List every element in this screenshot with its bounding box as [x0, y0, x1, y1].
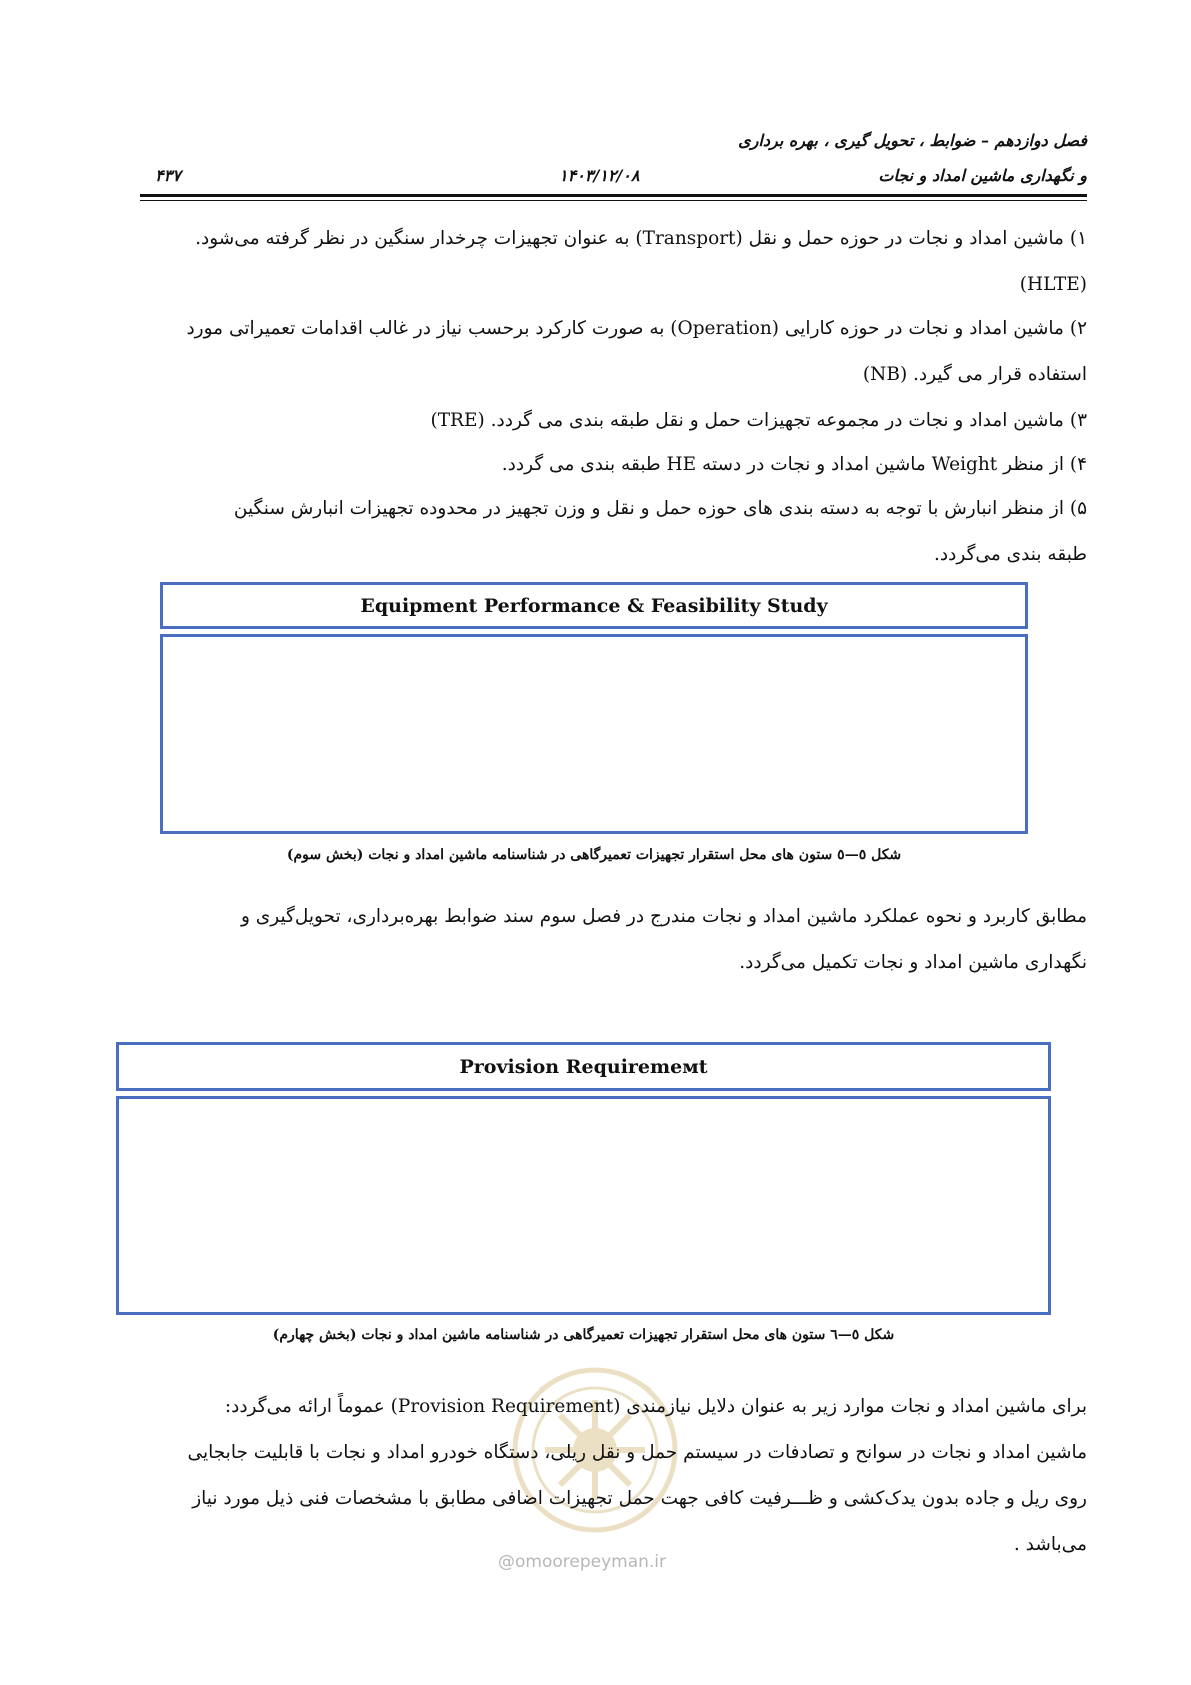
figure-1-caption: شکل ٥—٥ ستون های محل استقرار تجهیزات تعمیرگاهی در شناسنامه ماشین امداد و نجات (بخش سوم)	[286, 847, 902, 863]
figure-1-title: Equipment Performance & Feasibility Study	[360, 594, 828, 617]
watermark-url: @omoorepeyman.ir	[498, 1552, 667, 1572]
figure-2-caption: شکل ٥—٦ ستون های محل استقرار تجهیزات تعمیرگاهی در شناسنامه ماشین امداد و نجات (بخش چهارم)	[272, 1327, 895, 1343]
paragraph-line: ماشین امداد و نجات در سوانح و تصادفات در سیستم حمل و نقل ریلی، دستگاه خودرو امداد و نجات با قابلیت جابجایی	[187, 1442, 1087, 1463]
figure-2-body-box	[116, 1096, 1051, 1315]
figure-2-title-box	[116, 1042, 1051, 1091]
figure-1-title-box	[160, 582, 1028, 629]
paragraph-1	[137, 216, 1087, 308]
paragraph-line: می‌باشد .	[1013, 1534, 1087, 1555]
paragraph-5	[157, 486, 1087, 578]
paragraph-line: طبقه بندی می‌گردد.	[934, 544, 1087, 565]
paragraph-line: استفاده قرار می گیرد. (NB)	[862, 364, 1087, 385]
paragraph-line: (HLTE)	[1019, 274, 1087, 295]
paragraph-line: نگهداری ماشین امداد و نجات تکمیل می‌گردد.	[739, 952, 1087, 973]
paragraph-line: روی ریل و جاده بدون یدک‌کشی و ظـــرفیت کافی جهت حمل تجهیزات اضافی مطابق با مشخصات فنی ذیل مورد نیاز	[192, 1488, 1087, 1509]
figure-1-body-box	[160, 634, 1028, 834]
paragraph-7	[137, 1384, 1087, 1568]
page-number: ۴۳۷	[155, 166, 181, 185]
paragraph-line: ۴) از منظر Weight ماشین امداد و نجات در دسته HE طبقه بندی می گردد.	[501, 454, 1087, 475]
chapter-title: فصل دوازدهم – ضوابط ، تحویل گیری ، بهره برداری	[738, 131, 1087, 150]
header-date: ۱۴۰۳/۱۲/۰۸	[559, 166, 640, 185]
paragraph-line: ۲) ماشین امداد و نجات در حوزه کارایی (Operation) به صورت کارکرد برحسب نیاز در غالب اقدامات تعمیراتی مورد	[186, 318, 1087, 339]
header-rule-thick	[140, 194, 1087, 197]
paragraph-line: ۵) از منظر انبارش با توجه به دسته بندی های حوزه حمل و نقل و وزن تجهیز در محدوده تجهیزات انبارش سنگین	[233, 498, 1087, 519]
paragraph-6	[137, 894, 1087, 986]
chapter-subtitle: و نگهداری ماشین امداد و نجات	[878, 166, 1087, 185]
paragraph-line: مطابق کاربرد و نحوه عملکرد ماشین امداد و نجات مندرج در فصل سوم سند ضوابط بهره‌برداری، تحویل‌گیری و	[240, 906, 1087, 927]
figure-2-title: Provision Requiremeмt	[459, 1055, 708, 1078]
paragraph-line: ۱) ماشین امداد و نجات در حوزه حمل و نقل (Transport) به عنوان تجهیزات چرخدار سنگین در نظر گرفته می‌شود.	[195, 228, 1087, 249]
header-rule-thin	[140, 200, 1087, 201]
paragraph-line: برای ماشین امداد و نجات موارد زیر به عنوان دلایل نیازمندی (Provision Requirement) عموماً ارائه می‌گردد:	[224, 1396, 1087, 1417]
paragraph-4	[367, 442, 1087, 488]
paragraph-line: ۳) ماشین امداد و نجات در مجموعه تجهیزات حمل و نقل طبقه بندی می گردد. (TRE)	[430, 410, 1087, 431]
paragraph-2	[137, 306, 1087, 398]
paragraph-3	[327, 398, 1087, 444]
